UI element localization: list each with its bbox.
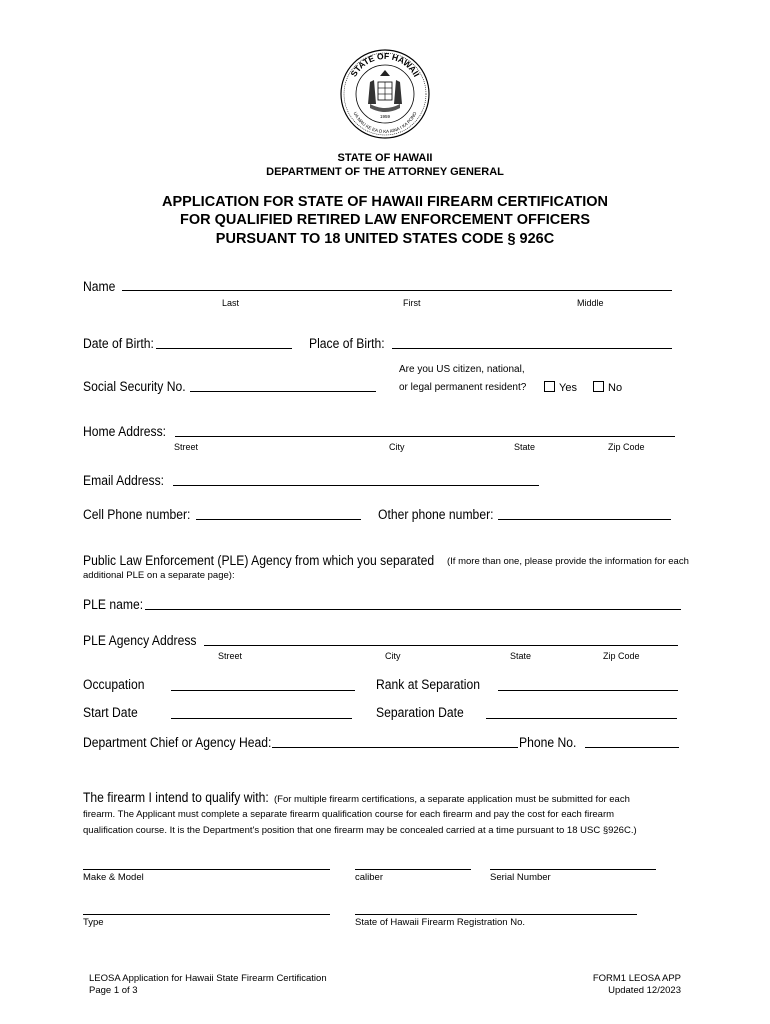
serial-field[interactable] — [490, 869, 656, 870]
firearm-heading: The firearm I intend to qualify with: — [83, 790, 269, 805]
firearm-note-1: (For multiple firearm certifications, a separate application must be submitted for each — [274, 794, 630, 805]
ple-name-field[interactable] — [145, 609, 681, 610]
cell-phone-field[interactable] — [196, 519, 361, 520]
type-caption: Type — [83, 917, 104, 928]
name-label: Name — [83, 279, 116, 294]
form-title-line2: FOR QUALIFIED RETIRED LAW ENFORCEMENT OFFICERS — [179, 212, 591, 228]
chief-field[interactable] — [272, 747, 518, 748]
yes-label: Yes — [559, 382, 577, 394]
state-seal — [340, 46, 430, 142]
registration-field[interactable] — [355, 914, 637, 915]
ssn-field[interactable] — [190, 391, 376, 392]
start-date-label: Start Date — [83, 705, 138, 720]
name-middle-caption: Middle — [577, 298, 604, 308]
caliber-field[interactable] — [355, 869, 471, 870]
home-state-caption: State — [514, 442, 536, 452]
name-field[interactable] — [122, 290, 672, 291]
caliber-caption: caliber — [355, 872, 383, 883]
ple-note-1: (If more than one, please provide the information for each — [447, 556, 689, 567]
citizen-question-1: Are you US citizen, national, — [399, 364, 525, 375]
footer-page-number: Page 1 of 3 — [89, 985, 138, 996]
other-phone-field[interactable] — [498, 519, 671, 520]
occupation-label: Occupation — [83, 677, 145, 692]
pob-field[interactable] — [392, 348, 672, 349]
form-title-line3: PURSUANT TO 18 UNITED STATES CODE § 926C — [215, 231, 555, 247]
pob-label: Place of Birth: — [309, 336, 385, 351]
serial-caption: Serial Number — [490, 872, 551, 883]
chief-label: Department Chief or Agency Head: — [83, 735, 272, 750]
yes-checkbox[interactable] — [544, 381, 555, 392]
dob-label: Date of Birth: — [83, 336, 154, 351]
seal-bottom-text: UA MAU KE EA O KA AINA I KA PONO — [352, 111, 418, 135]
home-zip-caption: Zip Code — [608, 442, 645, 452]
seal-top-text: STATE OF HAWAII — [348, 50, 422, 79]
start-date-field[interactable] — [171, 718, 352, 719]
home-city-caption: City — [389, 442, 405, 452]
home-address-label: Home Address: — [83, 424, 167, 439]
make-model-field[interactable] — [83, 869, 330, 870]
ple-name-label: PLE name: — [83, 597, 144, 612]
footer-form-name: LEOSA Application for Hawaii State Firearm Certification — [89, 973, 327, 984]
yes-option[interactable] — [544, 381, 577, 394]
separation-date-label: Separation Date — [376, 705, 464, 720]
email-label: Email Address: — [83, 473, 165, 488]
ple-zip-caption: Zip Code — [603, 651, 640, 661]
ple-heading: Public Law Enforcement (PLE) Agency from which you separated — [83, 553, 435, 568]
no-checkbox[interactable] — [593, 381, 604, 392]
phone-no-field[interactable] — [585, 747, 679, 748]
firearm-note-3: qualification course. It is the Department's position that one firearm may be concealed carried at a time pursuant to 18 USC §926C.) — [83, 825, 637, 836]
footer-form-id: FORM1 LEOSA APP — [592, 973, 681, 984]
cell-phone-label: Cell Phone number: — [83, 507, 191, 522]
ple-street-caption: Street — [218, 651, 243, 661]
department-heading: DEPARTMENT OF THE ATTORNEY GENERAL — [266, 166, 504, 178]
no-option[interactable] — [593, 381, 622, 394]
ple-address-field[interactable] — [204, 645, 678, 646]
name-last-caption: Last — [222, 298, 240, 308]
footer-updated: Updated 12/2023 — [608, 985, 681, 996]
ple-note-2: additional PLE on a separate page): — [83, 570, 235, 581]
rank-label: Rank at Separation — [376, 677, 481, 692]
make-model-caption: Make & Model — [83, 872, 144, 883]
ple-address-label: PLE Agency Address — [83, 633, 197, 648]
citizen-question-2: or legal permanent resident? — [399, 382, 527, 393]
type-field[interactable] — [83, 914, 330, 915]
phone-no-label: Phone No. — [519, 735, 577, 750]
seal-year: 1959 — [379, 114, 391, 119]
home-address-field[interactable] — [175, 436, 675, 437]
form-title-line1: APPLICATION FOR STATE OF HAWAII FIREARM CERTIFICATION — [162, 194, 608, 210]
home-street-caption: Street — [174, 442, 199, 452]
ple-state-caption: State — [510, 651, 532, 661]
rank-field[interactable] — [498, 690, 678, 691]
registration-caption: State of Hawaii Firearm Registration No. — [355, 917, 526, 928]
ple-city-caption: City — [385, 651, 401, 661]
separation-date-field[interactable] — [486, 718, 677, 719]
no-label: No — [608, 382, 623, 394]
state-heading: STATE OF HAWAII — [337, 152, 433, 164]
email-field[interactable] — [173, 485, 539, 486]
ssn-label: Social Security No. — [83, 379, 186, 394]
dob-field[interactable] — [156, 348, 292, 349]
occupation-field[interactable] — [171, 690, 355, 691]
name-first-caption: First — [403, 298, 421, 308]
other-phone-label: Other phone number: — [378, 507, 494, 522]
firearm-note-2: firearm. The Applicant must complete a separate firearm qualification course for each firearm and pay the cost for each firearm — [83, 809, 615, 820]
